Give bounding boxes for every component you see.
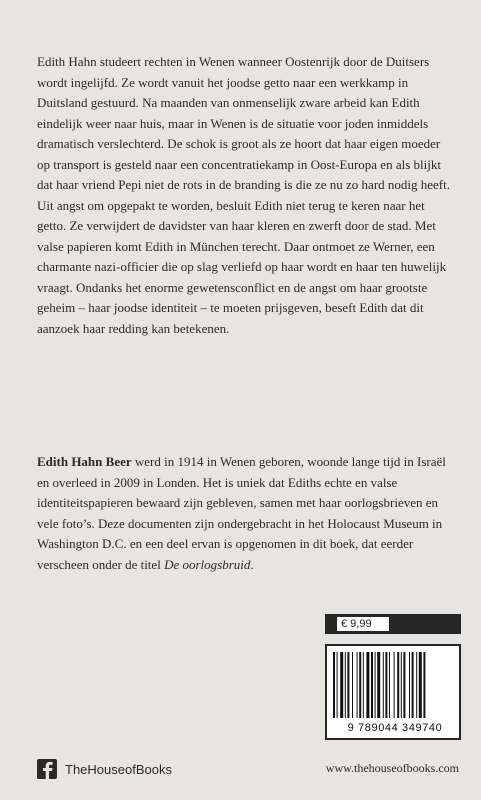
blurb-paragraph-2: Uit angst om opgepakt te worden, besluit Edith niet terug te keren naar het getto. Ze verwijdert de davidster van haar kleren en zwerft door de stad. Met valse papieren komt Edith in München terecht. Daar ontmoet ze Werner, een charmante nazi-officier die op slag verliefd op haar wordt en haar ten huwelijk vraagt. Ondanks het enorme gewetensconflict en de angst om haar grootste geheim – haar joodse identiteit – te moeten prijsgeven, beseft Edith dat dit aanzoek haar redding kan betekenen.: [37, 197, 447, 336]
author-bio-paragraph: [37, 452, 455, 575]
barcode-bars: [331, 652, 455, 718]
blurb: [37, 52, 455, 339]
publisher: [37, 758, 172, 780]
website-link[interactable]: www.thehouseofbooks.com: [325, 761, 459, 775]
author-bio-end: .: [250, 556, 254, 572]
price-label: € 9,99: [337, 617, 389, 631]
isbn-digits: 9 789044 349740: [347, 722, 443, 734]
barcode: [325, 644, 461, 740]
original-title: De oorlogsbruid: [164, 556, 251, 572]
author-bio-text: werd in 1914 in Wenen geboren, woonde lange tijd in Israël en overleed in 2009 in Londen. Het is uniek dat Ediths echte en valse identiteitspapieren bewaard zijn gebleven, samen met haar oorlogsbrieven en vele foto’s. Deze documenten zijn ondergebracht in het Holocaust Museum in Washington D.C. en een deel ervan is opgenomen in dit boek, dat eerder verscheen onder de titel: [37, 454, 446, 572]
author-name: Edith Hahn Beer: [37, 454, 132, 469]
author-bio: [37, 452, 455, 575]
publisher-name: TheHouseofBooks: [65, 761, 172, 777]
blurb-paragraph-1: Edith Hahn studeert rechten in Wenen wanneer Oostenrijk door de Duitsers wordt ingelijfd. Ze wordt vanuit het joodse getto naar een werkkamp in Duitsland gestuurd. Na maanden van onmenselijk zware arbeid kan Edith eindelijk weer naar huis, maar in Wenen is de situatie voor joden inmiddels dramatisch verslechterd. De schok is groot als ze hoort dat haar eigen moeder op transport is gesteld naar een concentratiekamp in Oost-Europa en als blijkt dat haar vriend Pepi niet de rots in de branding is die ze nu zo hard nodig heeft.: [37, 54, 450, 192]
facebook-icon: [37, 759, 57, 779]
price-box: [325, 614, 461, 634]
